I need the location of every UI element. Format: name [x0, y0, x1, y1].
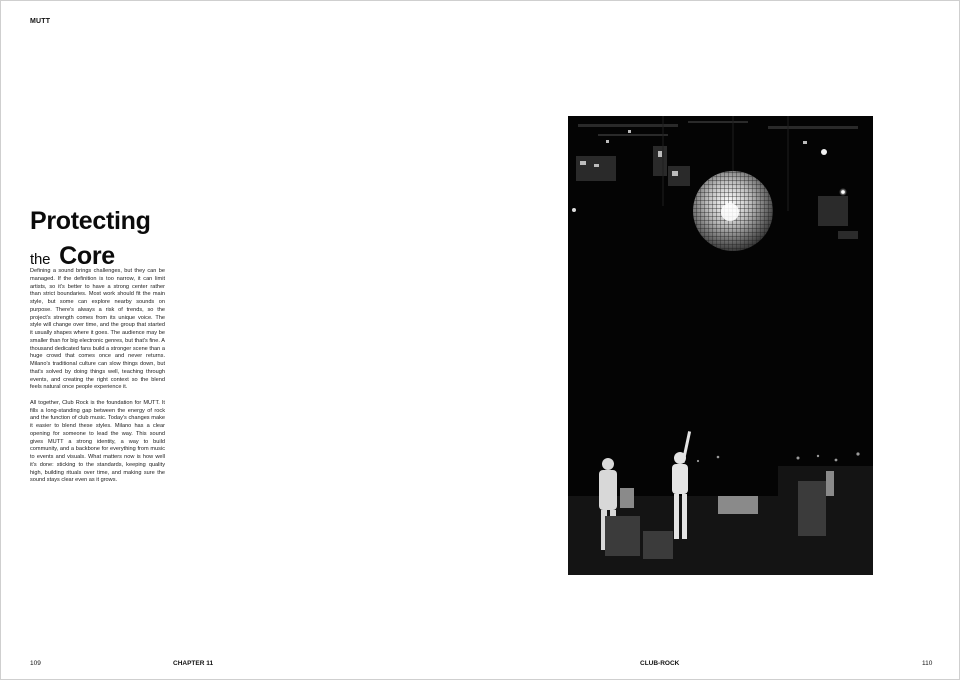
section-label: CLUB-ROCK — [640, 660, 680, 667]
title-word-the: the — [30, 251, 51, 268]
concert-photo-graphic — [568, 116, 873, 575]
body-paragraph-1: Defining a sound brings challenges, but they can be managed. If the definition is too narrow, it can limit artists, so it's better to have a strong center rather than strict boundaries. Most work should fit the main style, but some can explore nearby sounds on purpose. There's always a risk of trends, so the project's strength comes from its unique voice. The style will change over time, and the group that started it usually shapes where it goes. The audience may be smaller than for big electronic genres, but that's fine. A thousand dedicated fans build a stronger scene than a huge crowd that comes once and never returns. Milano's traditional culture can slow things down, but that's solved by doing things well, teaching through events, and creating the right context so the blend feels natural once people experience it. — [30, 268, 165, 391]
page-number-left: 109 — [30, 660, 41, 667]
title-word-core: Core — [59, 242, 115, 270]
body-paragraph-2: All together, Club Rock is the foundation for MUTT. It fills a long-standing gap between the energy of rock and the function of club music. Today's changes make it easier to blend these styles. Milano has a clear opening for someone to lead the way. This sound gives MUTT a strong identity, a way to build community, and a backbone for everything from music to events and visuals. What matters now is how well it's done: sticking to the standards, keeping quality high, building rituals over time, and making sure the sound stays clear even as it grows. — [30, 399, 165, 484]
brand-label: MUTT — [30, 18, 51, 25]
chapter-label: CHAPTER 11 — [173, 660, 214, 667]
page-number-right: 110 — [922, 660, 933, 667]
concert-photo — [568, 116, 873, 575]
article-body — [30, 268, 165, 493]
article-title — [30, 209, 151, 269]
title-line-protecting: Protecting — [30, 207, 151, 235]
title-line-2 — [30, 237, 151, 269]
